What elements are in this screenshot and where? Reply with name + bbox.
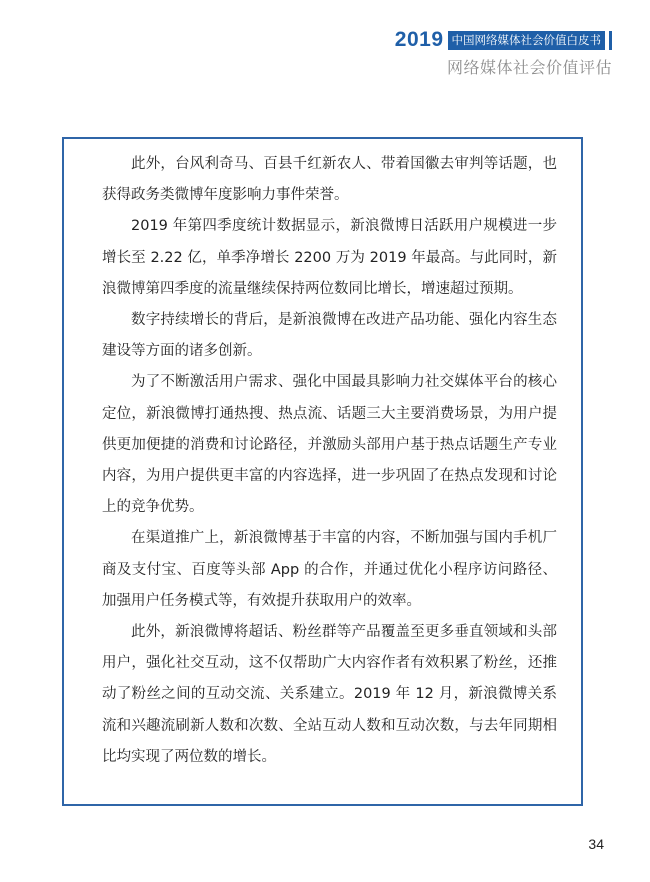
page-number: 34 [588,836,604,852]
body-text [102,149,557,773]
paragraph: 2019 年第四季度统计数据显示，新浪微博日活跃用户规模进一步增长至 2.22 亿，单季净增长 2200 万为 2019 年最高。与此同时，新浪微博第四季度的流量继续保持两位数同比增长，增速超过预期。 [102,218,557,297]
paragraph: 此外，新浪微博将超话、粉丝群等产品覆盖至更多垂直领域和头部用户，强化社交互动，这不仅帮助广大内容作者有效积累了粉丝，还推动了粉丝之间的互动交流、关系建立。2019 年 12 月，新浪微博关系流和兴趣流刷新人数和次数、全站互动人数和互动次数，与去年同期相比均实现了两位数的增长。 [102,624,557,765]
header-year: 2019 [394,28,444,51]
paragraph: 数字持续增长的背后，是新浪微博在改进产品功能、强化内容生态建设等方面的诸多创新。 [102,312,557,360]
paragraph: 在渠道推广上，新浪微博基于丰富的内容，不断加强与国内手机厂商及支付宝、百度等头部 App 的合作，并通过优化小程序访问路径、加强用户任务模式等，有效提升获取用户的效率。 [102,530,557,609]
header-title: 中国网络媒体社会价值白皮书 [448,31,606,50]
paragraph: 此外，台风利奇马、百县千红新农人、带着国徽去审判等话题，也获得政务类微博年度影响力事件荣誉。 [102,156,557,204]
header-accent-bar [609,31,612,50]
page-header [395,28,612,52]
content-frame [62,137,583,806]
header-subtitle: 网络媒体社会价值评估 [446,58,612,77]
paragraph: 为了不断激活用户需求、强化中国最具影响力社交媒体平台的核心定位，新浪微博打通热搜、热点流、话题三大主要消费场景，为用户提供更加便捷的消费和讨论路径，并激励头部用户基于热点话题生产专业内容，为用户提供更丰富的内容选择，进一步巩固了在热点发现和讨论上的竞争优势。 [102,374,557,516]
